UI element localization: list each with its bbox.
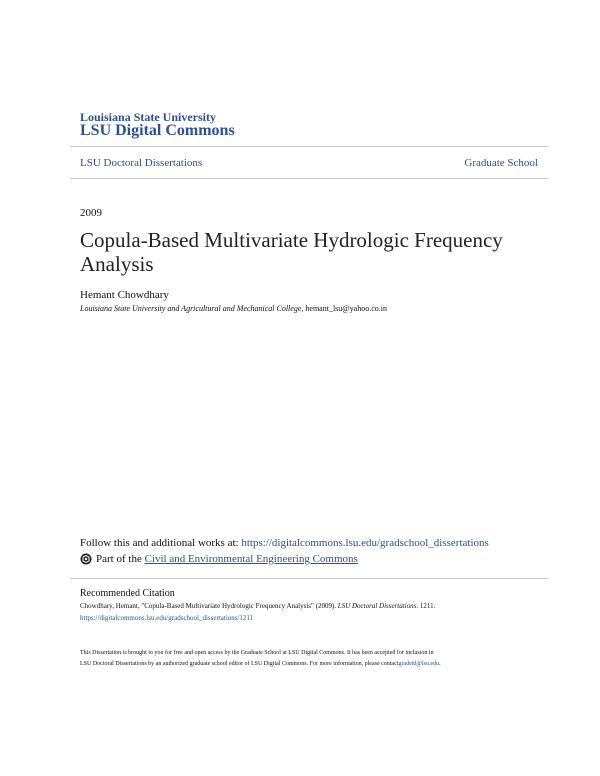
publication-year: 2009 [80,207,102,219]
network-icon [80,553,92,565]
divider-top [70,146,548,147]
citation-heading: Recommended Citation [80,588,175,599]
notice-line-1: This Dissertation is brought to you for free and open access by the Graduate School at LSU Digital Commons. It has been accepted for inclusion in [80,650,434,656]
repository-name[interactable]: LSU Digital Commons [80,122,235,139]
institution-name: Louisiana State University [80,110,217,124]
divider-citation [70,578,548,579]
citation-prefix: Chowdhary, Hemant, "Copula-Based Multivariate Hydrologic Frequency Analysis" (2009). [80,602,338,610]
part-of-line [80,553,358,565]
citation-number: . 1211. [416,602,436,610]
follow-line [80,537,489,549]
notice-text: LSU Doctoral Dissertations by an authorized graduate school editor of LSU Digital Commons. For more information, please contact [80,661,399,667]
part-of-text: Part of the [96,553,142,565]
citation-url[interactable]: https://digitalcommons.lsu.edu/gradschool_dissertations/1211 [80,614,254,622]
notice-line-2 [80,659,525,670]
access-notice [80,648,525,670]
divider-bottom [70,178,548,179]
follow-text: Follow this and additional works at: [80,537,242,549]
commons-link[interactable]: Civil and Environmental Engineering Commons [144,553,358,565]
paper-title: Copula-Based Multivariate Hydrologic Frequency Analysis [80,228,503,276]
contact-email-link[interactable]: gradetd@lsu.edu [398,661,440,667]
affiliation-text: Louisiana State University and Agricultural and Mechanical College [80,304,302,313]
collection-url-link[interactable]: https://digitalcommons.lsu.edu/gradschool_dissertations [241,537,489,549]
author-email: hemant_lsu@yahoo.co.in [305,304,387,313]
author-name: Hemant Chowdhary [80,289,169,301]
author-affiliation: Louisiana State University and Agricultural and Mechanical College, hemant_lsu@yahoo.co.in [80,304,387,313]
citation-series: LSU Doctoral Dissertations [337,602,417,610]
collection-link[interactable]: LSU Doctoral Dissertations [80,157,203,169]
school-link[interactable]: Graduate School [464,157,538,169]
notice-end: . [439,661,441,667]
citation-text [80,602,435,610]
